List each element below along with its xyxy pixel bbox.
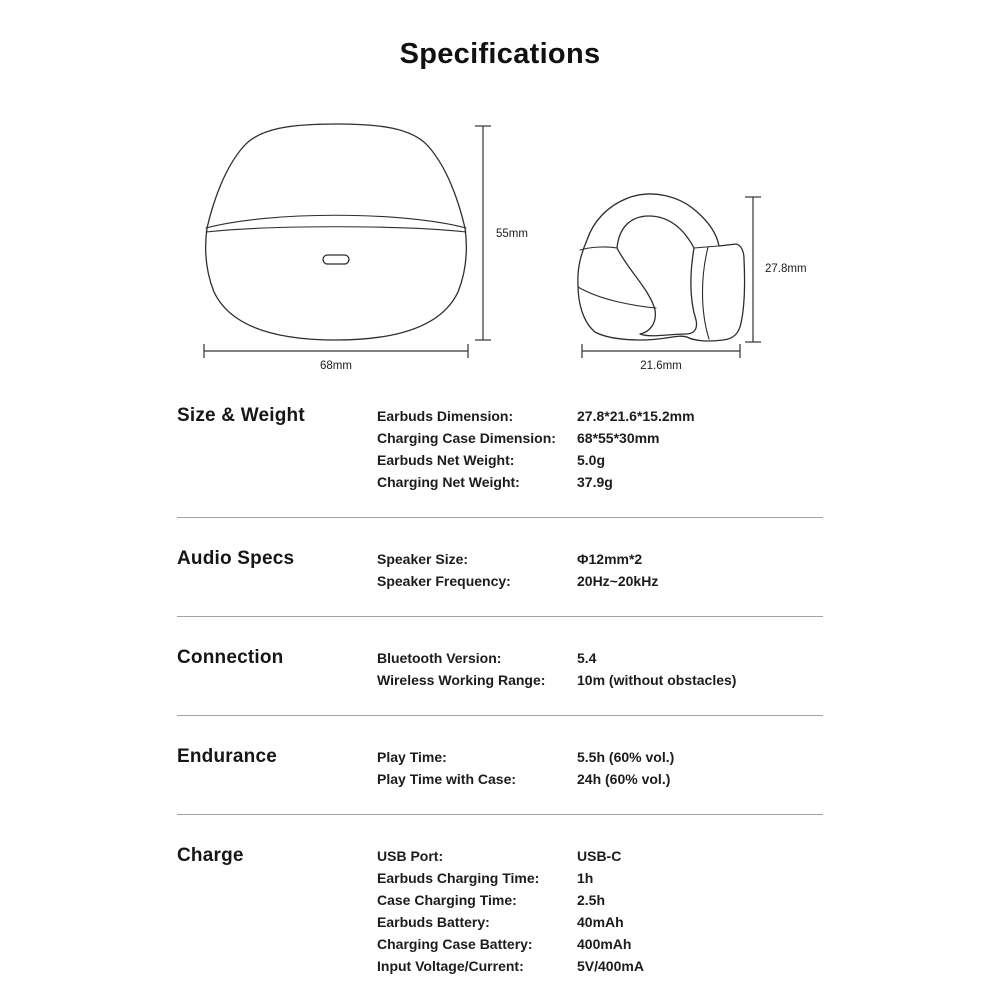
spec-row xyxy=(377,845,823,867)
earbud-width-dimension xyxy=(582,344,740,372)
spec-section-audio xyxy=(177,517,823,616)
spec-value: 37.9g xyxy=(577,474,613,490)
spec-table xyxy=(177,405,823,1000)
spec-row xyxy=(377,471,823,493)
spec-value: 1h xyxy=(577,870,594,886)
spec-value: 5.4 xyxy=(577,650,597,666)
spec-value: 68*55*30mm xyxy=(577,430,660,446)
spec-label: Earbuds Battery: xyxy=(377,914,490,930)
spec-label: USB Port: xyxy=(377,848,444,864)
spec-row xyxy=(377,889,823,911)
case-button xyxy=(323,255,349,264)
earbud-diagram xyxy=(578,194,745,341)
case-height-dimension xyxy=(475,126,528,340)
spec-label: Earbuds Net Weight: xyxy=(377,452,515,468)
spec-label: Earbuds Dimension: xyxy=(377,408,514,424)
earbud-width-label: 21.6mm xyxy=(640,360,682,372)
spec-label: Earbuds Charging Time: xyxy=(377,870,540,886)
spec-row xyxy=(377,867,823,889)
spec-label: Speaker Size: xyxy=(377,551,469,567)
spec-row xyxy=(377,570,823,592)
spec-value: Φ12mm*2 xyxy=(577,551,643,567)
product-diagrams xyxy=(170,110,850,385)
spec-section-size-weight xyxy=(177,405,823,517)
spec-row xyxy=(377,449,823,471)
spec-value: 27.8*21.6*15.2mm xyxy=(577,408,695,424)
spec-label: Charging Case Dimension: xyxy=(377,430,556,446)
page-title: Specifications xyxy=(399,38,601,70)
spec-value: 5.0g xyxy=(577,452,606,468)
spec-value: 5.5h (60% vol.) xyxy=(577,749,675,765)
spec-label: Play Time: xyxy=(377,749,447,765)
spec-value: 24h (60% vol.) xyxy=(577,771,671,787)
spec-label: Speaker Frequency: xyxy=(377,573,511,589)
spec-label: Charging Case Battery: xyxy=(377,936,533,952)
section-rows xyxy=(377,845,823,977)
section-title: Connection xyxy=(177,647,284,668)
charging-case-diagram xyxy=(206,124,467,340)
spec-value: 40mAh xyxy=(577,914,624,930)
spec-value: USB-C xyxy=(577,848,622,864)
spec-value: 10m (without obstacles) xyxy=(577,672,737,688)
spec-row xyxy=(377,746,823,768)
section-title: Audio Specs xyxy=(177,548,295,569)
section-title: Charge xyxy=(177,845,244,866)
spec-row xyxy=(377,647,823,669)
spec-label: Wireless Working Range: xyxy=(377,672,546,688)
section-rows xyxy=(377,746,823,790)
spec-row xyxy=(377,933,823,955)
spec-value: 400mAh xyxy=(577,936,632,952)
spec-row xyxy=(377,669,823,691)
earbud-height-label: 27.8mm xyxy=(765,263,807,275)
spec-value: 5V/400mA xyxy=(577,958,644,974)
spec-label: Bluetooth Version: xyxy=(377,650,502,666)
spec-label: Play Time with Case: xyxy=(377,771,517,787)
section-rows xyxy=(377,405,823,493)
spec-label: Charging Net Weight: xyxy=(377,474,520,490)
spec-label: Input Voltage/Current: xyxy=(377,958,524,974)
spec-row xyxy=(377,768,823,790)
earbud-height-dimension xyxy=(745,197,807,342)
spec-section-endurance xyxy=(177,715,823,814)
spec-row xyxy=(377,911,823,933)
spec-row xyxy=(377,955,823,977)
spec-row xyxy=(377,548,823,570)
section-rows xyxy=(377,647,823,691)
spec-value: 2.5h xyxy=(577,892,606,908)
spec-section-connection xyxy=(177,616,823,715)
case-height-label: 55mm xyxy=(496,228,528,240)
section-title: Endurance xyxy=(177,746,277,767)
section-rows xyxy=(377,548,823,592)
spec-value: 20Hz~20kHz xyxy=(577,573,659,589)
case-width-dimension xyxy=(204,344,468,372)
section-title: Size & Weight xyxy=(177,405,305,426)
case-width-label: 68mm xyxy=(320,360,352,372)
spec-section-charge xyxy=(177,814,823,1000)
spec-label: Case Charging Time: xyxy=(377,892,517,908)
spec-row xyxy=(377,427,823,449)
spec-row xyxy=(377,405,823,427)
